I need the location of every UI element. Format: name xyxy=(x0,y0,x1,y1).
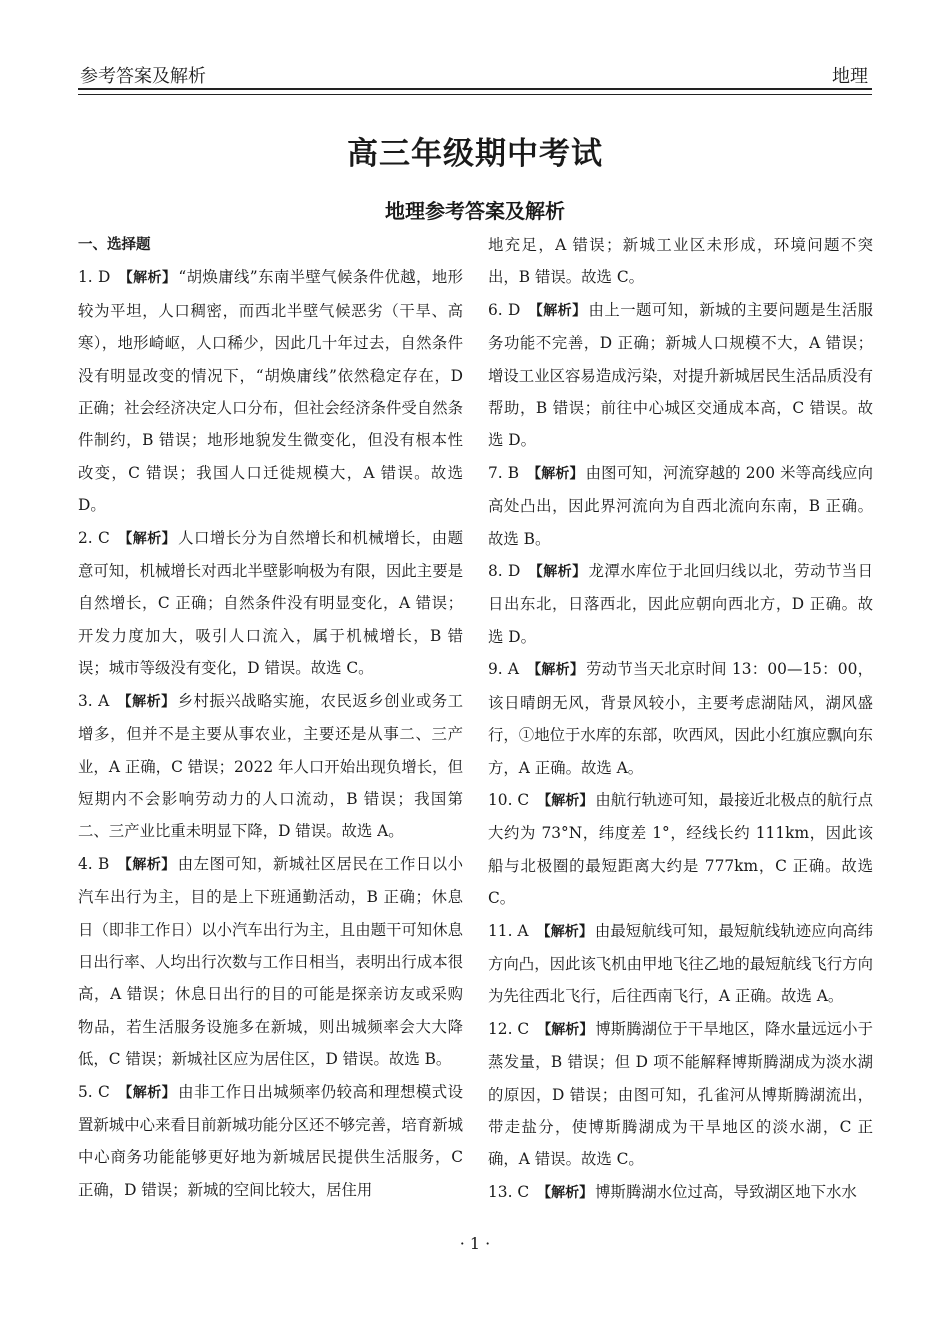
analysis-tag: 【解析】 xyxy=(536,923,593,940)
answer-explanation: 乡村振兴战略实施，农民返乡创业或务工增多，但并不是主要从事农业，主要还是从事二、三产业，A 正确，C 错误；2022 年人口开始出现负增长，但短期内不会影响劳动力的人口流动，B 错误；我国第二、三产业比重未明显下降，D 错误。故选 A。 xyxy=(78,691,463,841)
answer-number: 2. C xyxy=(78,528,110,547)
answer-number: 1. D xyxy=(78,268,111,287)
header-rule-thick xyxy=(78,88,872,90)
answer-explanation: 博斯腾湖位于干旱地区，降水量远远小于蒸发量，B 错误；但 D 项不能解释博斯腾湖成为淡水湖的原因，D 错误；由图可知，孔雀河从博斯腾湖流出，带走盐分，使博斯腾湖成为干旱地区的淡水湖，C 正确，A 错误。故选 C。 xyxy=(488,1019,873,1169)
answer-item xyxy=(78,261,463,521)
answer-number: 11. A xyxy=(488,921,529,940)
answer-number: 4. B xyxy=(78,854,110,873)
answer-number: 9. A xyxy=(488,660,519,679)
answer-explanation: 由非工作日出城频率仍较高和理想模式设置新城中心来看目前新城功能分区还不够完善，培育新城中心商务功能能够更好地为新城居民提供生活服务，C 正确，D 错误；新城的空间比较大，居住用 xyxy=(78,1082,464,1199)
answer-item xyxy=(488,915,873,1013)
answer-number: 5. C xyxy=(78,1082,110,1101)
analysis-tag: 【解析】 xyxy=(527,465,584,482)
page-number: · 1 · xyxy=(459,1234,491,1253)
analysis-tag: 【解析】 xyxy=(537,1021,594,1038)
header-subject: 地理 xyxy=(832,66,868,87)
answer-explanation: 由图可知，河流穿越的 200 米等高线应向高处凸出，因此界河流向为自西北流向东南，B 正确。故选 B。 xyxy=(488,463,874,548)
answer-number: 6. D xyxy=(488,300,521,319)
header-rule-thin xyxy=(78,94,872,95)
analysis-tag: 【解析】 xyxy=(117,530,177,547)
header-left-text: 参考答案及解析 xyxy=(80,66,206,87)
right-answer-list xyxy=(488,294,873,1209)
answer-item xyxy=(488,1176,873,1209)
answer-number: 8. D xyxy=(488,562,521,581)
answer-explanation: 由左图可知，新城社区居民在工作日以小汽车出行为主，目的是上下班通勤活动，B 正确；休息日（即非工作日）以小汽车出行为主，且由题干可知休息日出行率、人均出行次数与工作日相当，表明出行成本很高，A 错误；休息日出行的目的可能是探亲访友或采购物品，若生活服务设施多在新城，则出城频率会大大降低，C 错误；新城社区应为居住区，D 错误。故选 B。 xyxy=(78,854,463,1069)
answer-explanation: 劳动节当天北京时间 13：00—15：00，该日晴朗无风，背景风较小，主要考虑湖陆风，湖风盛行，①地位于水库的东部，吹西风，因此小红旗应飘向东方，A 正确。故选 A。 xyxy=(488,660,873,777)
answer-item xyxy=(488,784,873,915)
answer-explanation: 博斯腾湖水位过高，导致湖区地下水水 xyxy=(595,1182,857,1201)
answer-number: 3. A xyxy=(78,691,110,710)
answer-item xyxy=(488,1013,873,1176)
answer-number: 7. B xyxy=(488,463,520,482)
analysis-tag: 【解析】 xyxy=(528,564,587,581)
page-title: 高三年级期中考试 xyxy=(347,136,603,172)
answer-item xyxy=(488,294,873,457)
answer-explanation: 龙潭水库位于北回归线以北，劳动节当日日出东北，日落西北，因此应朝向西北方，D 正确。故选 D。 xyxy=(488,562,873,646)
answer-number: 12. C xyxy=(488,1019,530,1038)
answer-item xyxy=(78,848,463,1076)
analysis-tag: 【解析】 xyxy=(117,693,176,710)
section-title: 一、选择题 xyxy=(78,237,151,253)
answer-number: 13. C xyxy=(488,1182,530,1201)
analysis-tag: 【解析】 xyxy=(526,662,585,679)
analysis-tag: 【解析】 xyxy=(117,1084,177,1101)
continued-text: 地充足，A 错误；新城工业区未形成，环境问题不突出，B 错误。故选 C。 xyxy=(488,236,873,287)
answer-item xyxy=(78,522,463,685)
answer-explanation: “胡焕庸线”东南半壁气候条件优越，地形较为平坦，人口稠密，而西北半壁气候恶劣（干旱、高寒），地形崎岖，人口稀少，因此几十年过去，自然条件没有明显改变的情况下，“胡焕庸线”依然稳定存在，D 正确；社会经济决定人口分布，但社会经济条件受自然条件制约，B 错误；地形地貌发生微变化，但没有根本性改变，C 错误；我国人口迁徙规模大，A 错误。故选 D。 xyxy=(78,268,464,515)
answer-item xyxy=(488,457,873,555)
answer-item xyxy=(488,653,873,784)
analysis-tag: 【解析】 xyxy=(118,270,177,287)
analysis-tag: 【解析】 xyxy=(117,856,176,873)
answer-explanation: 由上一题可知，新城的主要问题是生活服务功能不完善，D 正确；新城人口规模不大，A 错误；增设工业区容易造成污染，对提升新城居民生活品质没有帮助，B 错误；前往中心城区交通成本高，C 错误。故选 D。 xyxy=(488,300,873,450)
analysis-tag: 【解析】 xyxy=(537,792,594,809)
answer-item xyxy=(78,685,463,848)
right-column xyxy=(488,229,873,1209)
left-column xyxy=(78,229,463,1206)
page-header xyxy=(78,58,872,88)
analysis-tag: 【解析】 xyxy=(537,1184,594,1201)
analysis-tag: 【解析】 xyxy=(528,302,587,319)
answer-item xyxy=(488,555,873,653)
left-answer-list xyxy=(78,261,463,1206)
answer-explanation: 由最短航线可知，最短航线轨迹应向高纬方向凸，因此该飞机由甲地飞往乙地的最短航线飞行方向为先往西北飞行，后往西南飞行，A 正确。故选 A。 xyxy=(488,921,874,1006)
answer-explanation: 由航行轨迹可知，最接近北极点的航行点大约为 73°N，纬度差 1°，经线长约 111km，因此该船与北极圈的最短距离大约是 777km，C 正确。故选 C。 xyxy=(488,790,873,908)
answer-number: 10. C xyxy=(488,790,530,809)
page-subtitle: 地理参考答案及解析 xyxy=(385,199,565,223)
answer-item xyxy=(78,1076,463,1207)
answer-explanation: 人口增长分为自然增长和机械增长，由题意可知，机械增长对西北半壁影响极为有限，因此主要是自然增长，C 正确；自然条件没有明显变化，A 错误；开发力度加大，吸引人口流入，属于机械增长，B 错误；城市等级没有变化，D 错误。故选 C。 xyxy=(78,528,464,678)
